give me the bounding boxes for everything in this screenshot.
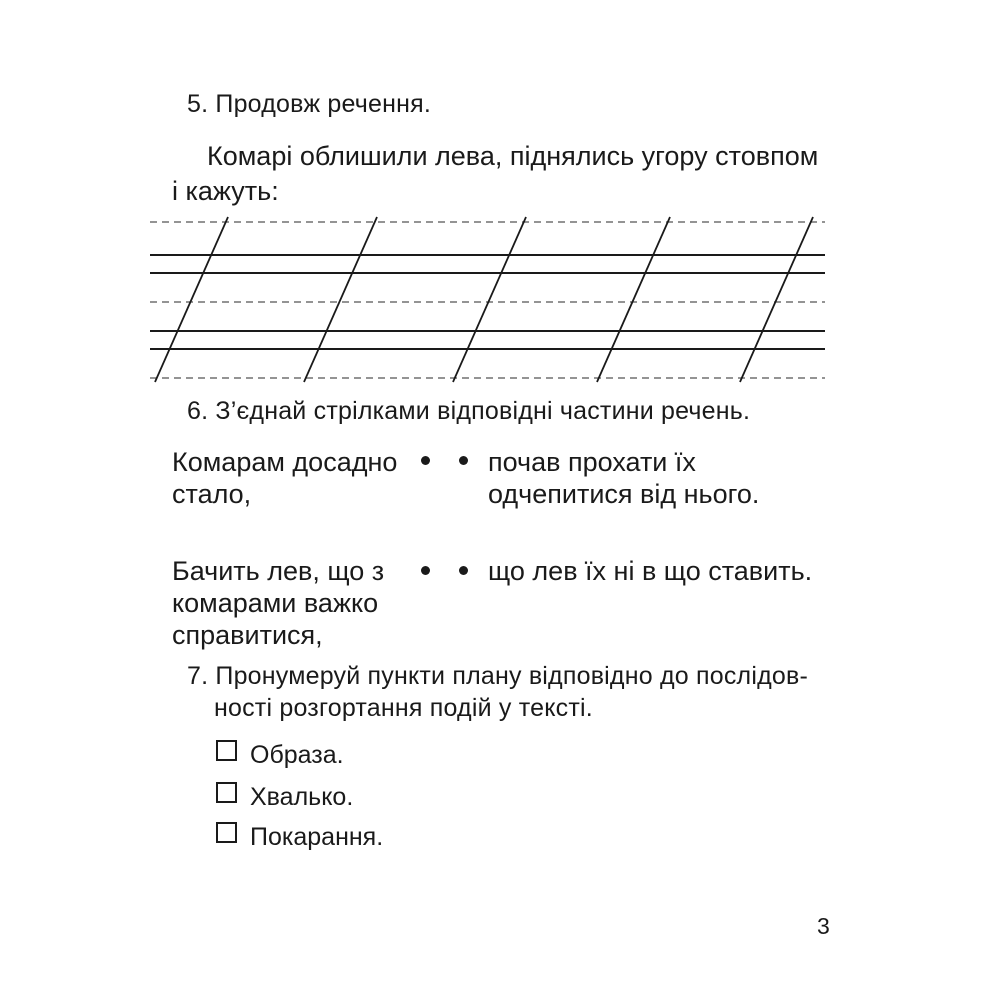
pair2-left-dot[interactable] — [421, 566, 430, 575]
pair2-left-line1: Бачить лев, що з — [172, 556, 385, 586]
slant-line — [453, 217, 526, 382]
pair1-right-line1: почав прохати їх — [488, 447, 696, 477]
pair1-left-dot[interactable] — [421, 456, 430, 465]
pair1-right-line2: одчепитися від нього. — [488, 479, 760, 509]
pair2-right-dot[interactable] — [459, 566, 468, 575]
task5-heading: 5. Продовж речення. — [187, 90, 431, 118]
slant-line — [740, 217, 813, 382]
plan-checkbox-1[interactable] — [216, 740, 237, 761]
pair2-left-line2: комарами важко — [172, 588, 379, 618]
slant-line — [155, 217, 228, 382]
plan-item-2-label: Хвалько. — [250, 783, 354, 811]
task7-heading-line2: ності розгортання подій у тексті. — [214, 694, 593, 722]
plan-checkbox-3[interactable] — [216, 822, 237, 843]
pair1-left-line2: стало, — [172, 479, 252, 509]
pair1-right-dot[interactable] — [459, 456, 468, 465]
task5-text-line1: Комарі облишили лева, піднялись угору стовпом — [207, 141, 819, 171]
page-number: 3 — [817, 913, 830, 939]
plan-checkbox-2[interactable] — [216, 782, 237, 803]
task5-text-line2: і кажуть: — [172, 176, 279, 206]
slant-line — [304, 217, 377, 382]
plan-item-3-label: Покарання. — [250, 823, 384, 851]
pair1-left-line1: Комарам досадно — [172, 447, 398, 477]
pair2-left-line3: справитися, — [172, 620, 323, 650]
task6-heading: 6. З’єднай стрілками відповідні частини речень. — [187, 397, 751, 425]
plan-item-1-label: Образа. — [250, 741, 344, 769]
handwriting-lines[interactable] — [150, 212, 825, 387]
slant-line — [597, 217, 670, 382]
task7-heading-line1: 7. Пронумеруй пункти плану відповідно до послідов- — [187, 662, 808, 690]
pair2-right-line1: що лев їх ні в що ставить. — [488, 556, 813, 586]
